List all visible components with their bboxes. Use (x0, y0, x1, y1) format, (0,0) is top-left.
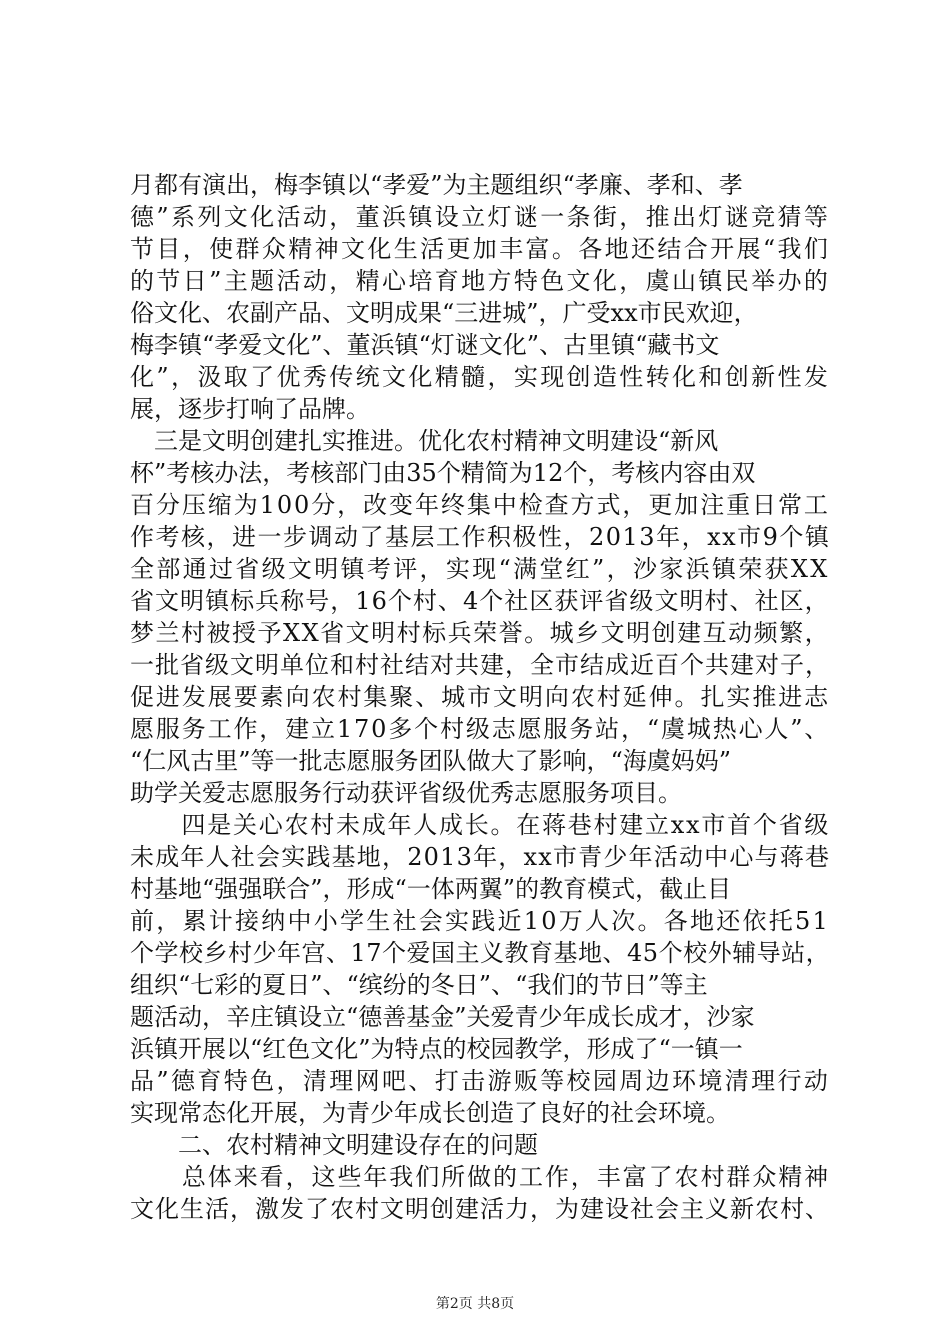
text-line: 月都有演出，梅李镇以“孝爱”为主题组织“孝廉、孝和、孝 (130, 171, 743, 199)
text-line: 全部通过省级文明镇考评，实现“满堂红”，沙家浜镇荣获XX (130, 555, 830, 583)
text-line: 作考核，进一步调动了基层工作积极性，2013年，xx市9个镇 (130, 523, 831, 551)
text-line: 的节日”主题活动，精心培育地方特色文化，虞山镇民举办的 (130, 267, 831, 295)
text-line: 助学关爱志愿服务行动获评省级优秀志愿服务项目。 (130, 779, 682, 807)
text-line: 杯”考核办法，考核部门由35个精简为12个，考核内容由双 (130, 459, 756, 487)
text-line: 节目，使群众精神文化生活更加丰富。各地还结合开展“我们 (130, 235, 831, 263)
text-line: 百分压缩为100分，改变年终集中检查方式，更加注重日常工 (130, 491, 830, 519)
text-line: 省文明镇标兵称号，16个村、4个社区获评省级文明村、社区， (130, 587, 830, 615)
text-line: 二、农村精神文明建设存在的问题 (130, 1131, 538, 1159)
text-line: 组织“七彩的夏日”、“缤纷的冬日”、“我们的节日”等主 (130, 971, 708, 999)
text-line: 题活动，辛庄镇设立“德善基金”关爱青少年成长成才，沙家 (130, 1003, 755, 1031)
text-line: 村基地“强强联合”，形成“一体两翼”的教育模式，截止目 (130, 875, 732, 903)
text-line: 前，累计接纳中小学生社会实践近10万人次。各地还依托51 (130, 907, 831, 935)
text-line: 促进发展要素向农村集聚、城市文明向农村延伸。扎实推进志 (130, 683, 831, 711)
text-line: 一批省级文明单位和村社结对共建，全市结成近百个共建对子， (130, 651, 830, 679)
text-line: 三是文明创建扎实推进。优化农村精神文明建设“新风 (130, 427, 719, 455)
text-line: 未成年人社会实践基地，2013年，xx市青少年活动中心与蒋巷 (130, 843, 831, 871)
text-line: 德”系列文化活动，董浜镇设立灯谜一条街，推出灯谜竞猜等 (130, 203, 831, 231)
text-line: 梦兰村被授予XX省文明村标兵荣誉。城乡文明创建互动频繁， (130, 619, 831, 647)
text-line: 浜镇开展以“红色文化”为特点的校园教学，形成了“一镇一 (130, 1035, 743, 1063)
text-line: 四是关心农村未成年人成长。在蒋巷村建立xx市首个省级 (130, 811, 831, 839)
text-line: 愿服务工作，建立170多个村级志愿服务站，“虞城热心人”、 (130, 715, 831, 743)
text-line: 俗文化、农副产品、文明成果“三进城”，广受xx市民欢迎， (130, 299, 758, 327)
text-line: 实现常态化开展，为青少年成长创造了良好的社会环境。 (130, 1099, 730, 1127)
page-footer: 第2页 共8页 (435, 1296, 515, 1312)
text-line: 品”德育特色，清理网吧、打击游贩等校园周边环境清理行动 (130, 1067, 831, 1095)
text-line: 化”，汲取了优秀传统文化精髓，实现创造性转化和创新性发 (130, 363, 831, 391)
text-line: 展，逐步打响了品牌。 (130, 395, 370, 423)
text-line: 个学校乡村少年宫、17个爱国主义教育基地、45个校外辅导站， (130, 939, 831, 967)
text-line: “仁风古里”等一批志愿服务团队做大了影响，“海虞妈妈” (130, 747, 732, 775)
text-line: 文化生活，激发了农村文明创建活力，为建设社会主义新农村、 (130, 1195, 830, 1223)
body-text (130, 169, 830, 1225)
text-line: 梅李镇“孝爱文化”、董浜镇“灯谜文化”、古里镇“藏书文 (130, 331, 720, 359)
text-line: 总体来看，这些年我们所做的工作，丰富了农村群众精神 (130, 1163, 831, 1191)
